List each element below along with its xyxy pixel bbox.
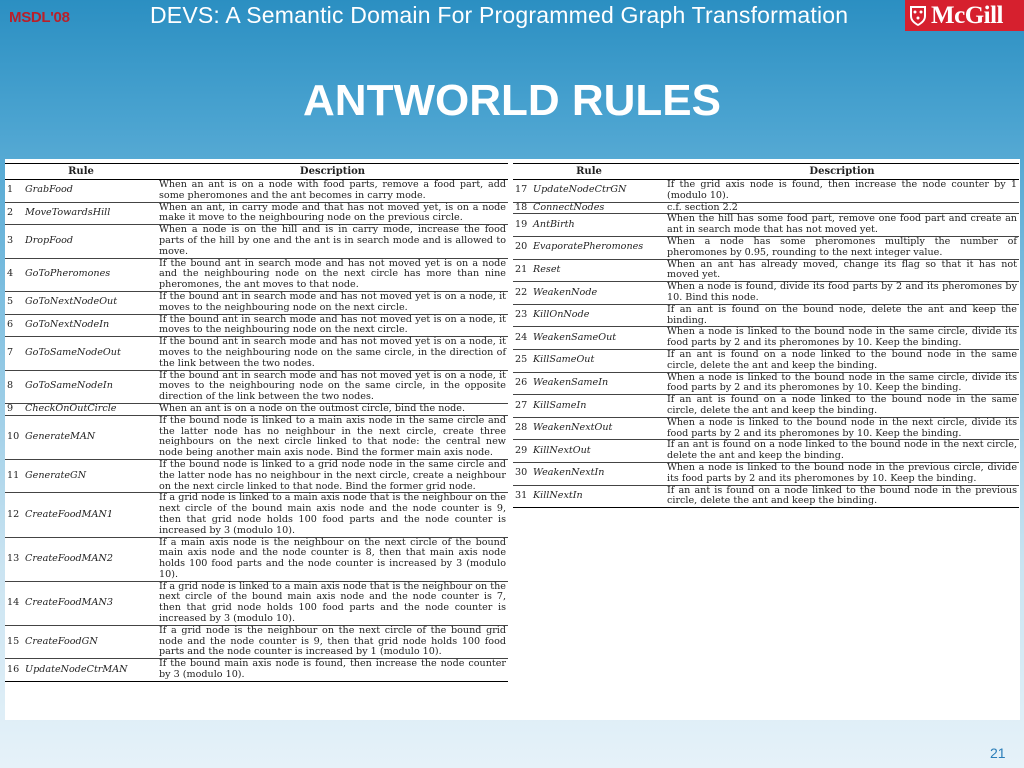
column-header-description: Description: [157, 164, 508, 180]
shield-icon: [908, 4, 928, 28]
column-header-rule: Rule: [5, 164, 157, 180]
rule-name: GenerateMAN: [23, 415, 157, 459]
table-row: [5, 291, 508, 314]
rule-number: 22: [513, 282, 531, 305]
rules-table-right: [513, 163, 1019, 508]
rule-number: 4: [5, 258, 23, 291]
table-row: [513, 349, 1019, 372]
table-row: [513, 462, 1019, 485]
rule-number: 20: [513, 236, 531, 259]
table-row: [513, 440, 1019, 463]
rule-number: 9: [5, 403, 23, 415]
rule-description: If the bound ant in search mode and has not moved yet is on a node, it moves to the neighbouring node on the next circle.: [159, 313, 506, 336]
rule-description: When a node is linked to the bound node in the same circle, divide its food parts by 2 and its pheromones by 10. Keep the binding.: [667, 371, 1017, 394]
rule-name: GoToSameNodeOut: [23, 337, 157, 370]
rule-number: 11: [5, 459, 23, 492]
rule-number: 3: [5, 225, 23, 258]
rule-description: If the bound main axis node is found, then increase the node counter by 3 (modulo 10).: [159, 658, 506, 681]
table-row: [5, 493, 508, 537]
rule-number: 14: [5, 581, 23, 625]
rule-name: CheckOnOutCircle: [23, 403, 157, 415]
rule-description: If the bound node is linked to a main axis node in the same circle and the latter node has no neighbour in the next circle, create three neighbours on the next circle linked to that node: the central new node being another main axis node. Bind the former main axis node.: [159, 414, 506, 459]
rule-name: UpdateNodeCtrMAN: [23, 659, 157, 682]
rule-name: MoveTowardsHill: [23, 202, 157, 225]
rule-number: 10: [5, 415, 23, 459]
table-row: [5, 258, 508, 291]
rule-description: When a node is linked to the bound node in the same circle, divide its food parts by 2 and its pheromones by 10. Keep the binding.: [667, 326, 1017, 349]
rule-name: Reset: [531, 259, 665, 282]
table-row: [5, 581, 508, 625]
slide-title: ANTWORLD RULES: [303, 76, 721, 125]
rule-description: If an ant is found on a node linked to the bound node in the same circle, delete the ant and keep the binding.: [667, 348, 1017, 371]
rule-name: EvaporatePheromones: [531, 236, 665, 259]
rule-name: GoToNextNodeIn: [23, 314, 157, 337]
rule-description: When a node is linked to the bound node in the next circle, divide its food parts by 2 and its pheromones by 10. Keep the binding.: [667, 416, 1017, 439]
rule-name: GenerateGN: [23, 459, 157, 492]
rule-description: If a grid node is the neighbour on the next circle of the bound grid node and the node counter is 9, then that grid node holds 100 food parts and the node counter is increased by 1 (modulo 10).: [159, 624, 506, 658]
rule-number: 7: [5, 337, 23, 370]
rule-description: When a node is found, divide its food parts by 2 and its pheromones by 10. Bind this node.: [667, 281, 1017, 303]
rule-description: When a node has some pheromones multiply the number of pheromones by 0.95, rounding to the next integer value.: [667, 235, 1017, 258]
rule-name: GoToSameNodeIn: [23, 370, 157, 403]
rule-description: If a grid node is linked to a main axis node that is the neighbour on the next circle of the bound main axis node and the node counter is 9, then that grid node holds 100 food parts and the node counter is increased by 3 (modulo 10).: [159, 492, 506, 536]
rule-description: c.f. section 2.2: [665, 202, 1019, 214]
rule-number: 13: [5, 537, 23, 581]
table-row: [5, 415, 508, 459]
rule-name: GoToPheromones: [23, 258, 157, 291]
rule-number: 27: [513, 395, 531, 418]
rule-number: 2: [5, 202, 23, 225]
rule-description: If a main axis node is the neighbour on the next circle of the bound main axis node and the node counter is 8, then that main axis node holds 100 food parts and the node counter is increased by 3 (modulo 10).: [159, 536, 506, 580]
rule-number: 1: [5, 180, 23, 203]
rule-name: CreateFoodMAN1: [23, 493, 157, 537]
rule-description: When a node is on the hill and is in carry mode, increase the food parts of the hill by one and the ant is in search mode and is allowed to move.: [159, 224, 506, 257]
table-row: [5, 370, 508, 403]
table-row: [513, 282, 1019, 305]
table-row: [513, 485, 1019, 508]
rule-name: CreateFoodMAN3: [23, 581, 157, 625]
table-row: [5, 225, 508, 258]
table-header-row: [513, 164, 1019, 180]
table-row: [513, 417, 1019, 440]
mcgill-logo: [905, 0, 1024, 31]
table-row: [513, 259, 1019, 282]
rule-number: 25: [513, 349, 531, 372]
rule-name: CreateFoodMAN2: [23, 537, 157, 581]
rule-number: 8: [5, 370, 23, 403]
rule-description: When the hill has some food part, remove one food part and create an ant in search mode that has not moved yet.: [667, 213, 1017, 236]
table-row: [513, 304, 1019, 327]
column-header-description: Description: [665, 164, 1019, 180]
table-row: [513, 202, 1019, 214]
rules-panel: [5, 159, 1020, 720]
rule-description: If the bound ant in search mode and has not moved yet is on a node, it moves to the neighbouring node on the same circle, in the direction of the link between the two nodes.: [159, 336, 506, 369]
table-row: [5, 403, 508, 415]
rule-description: If the bound node is linked to a grid node node in the same circle and the latter node has no neighbour in the next circle, create a neighbour on the next circle linked to that node. Bind the former grid node.: [159, 458, 506, 492]
rule-name: KillNextOut: [531, 440, 665, 463]
table-row: [5, 337, 508, 370]
rule-number: 18: [513, 202, 531, 214]
rule-number: 28: [513, 417, 531, 440]
rule-number: 21: [513, 259, 531, 282]
rule-number: 19: [513, 214, 531, 237]
rules-table-left: [5, 163, 508, 682]
table-row: [5, 659, 508, 682]
table-row: [513, 214, 1019, 237]
rule-name: DropFood: [23, 225, 157, 258]
rule-number: 5: [5, 291, 23, 314]
rule-number: 31: [513, 485, 531, 508]
rule-number: 30: [513, 462, 531, 485]
presentation-title: DEVS: A Semantic Domain For Programmed Graph Transformation: [150, 2, 849, 28]
rule-number: 12: [5, 493, 23, 537]
rule-name: WeakenSameOut: [531, 327, 665, 350]
rule-description: If the bound ant in search mode and has not moved yet is on a node, it moves to the neighbouring node on the same circle, in the opposite direction of the link between the two nodes.: [159, 369, 506, 403]
table-row: [513, 395, 1019, 418]
rule-number: 29: [513, 440, 531, 463]
rule-description: If an ant is found on the bound node, delete the ant and keep the binding.: [667, 303, 1017, 326]
rule-name: AntBirth: [531, 214, 665, 237]
table-header-row: [5, 164, 508, 180]
conference-label: MSDL'08: [9, 9, 70, 26]
header-bar: [0, 0, 1024, 34]
rule-number: 15: [5, 625, 23, 658]
table-row: [513, 327, 1019, 350]
rule-number: 17: [513, 180, 531, 203]
rule-description: If the bound ant in search mode and has not moved yet is on a node and the neighbouring node on the next circle has more than nine pheromones, the ant moves to that node.: [159, 257, 506, 291]
rule-name: ConnectNodes: [531, 202, 665, 214]
rule-name: KillNextIn: [531, 485, 665, 508]
rule-name: GrabFood: [23, 180, 157, 203]
rule-name: KillOnNode: [531, 304, 665, 327]
rule-name: UpdateNodeCtrGN: [531, 180, 665, 203]
rule-description: If an ant is found on a node linked to the bound node in the previous circle, delete the ant and keep the binding.: [667, 484, 1017, 507]
rule-name: KillSameIn: [531, 395, 665, 418]
table-row: [5, 314, 508, 337]
table-row: [5, 180, 508, 203]
rule-name: WeakenNextIn: [531, 462, 665, 485]
rule-description: If an ant is found on a node linked to the bound node in the next circle, delete the ant and keep the binding.: [667, 439, 1017, 462]
rules-right-body: [513, 180, 1019, 508]
rule-description: When an ant is on a node on the outmost circle, bind the node.: [157, 403, 508, 415]
rule-number: 26: [513, 372, 531, 395]
rule-number: 23: [513, 304, 531, 327]
rule-number: 16: [5, 659, 23, 682]
page-number: 21: [990, 745, 1006, 761]
rule-name: CreateFoodGN: [23, 625, 157, 658]
table-row: [5, 625, 508, 658]
column-header-rule: Rule: [513, 164, 665, 180]
rule-description: When an ant has already moved, change its flag so that it has not moved yet.: [667, 258, 1017, 281]
rule-description: When an ant, in carry mode and that has not moved yet, is on a node make it move to the neighbouring node on the previous circle.: [159, 201, 506, 224]
rule-description: If the bound ant in search mode and has not moved yet is on a node, it moves to the neighbouring node on the next circle.: [159, 290, 506, 313]
table-row: [513, 372, 1019, 395]
rule-description: When an ant is on a node with food parts, remove a food part, add some pheromones and the ant becomes in carry mode.: [159, 179, 506, 201]
rule-name: WeakenNextOut: [531, 417, 665, 440]
table-row: [5, 202, 508, 225]
rule-name: WeakenSameIn: [531, 372, 665, 395]
rules-left-body: [5, 180, 508, 682]
rule-name: KillSameOut: [531, 349, 665, 372]
rule-number: 6: [5, 314, 23, 337]
rule-description: If the grid axis node is found, then increase the node counter by 1 (modulo 10).: [667, 179, 1017, 201]
rule-description: If an ant is found on a node linked to the bound node in the same circle, delete the ant and keep the binding.: [667, 394, 1017, 416]
rule-description: If a grid node is linked to a main axis node that is the neighbour on the next circle of the bound main axis node and the node counter is 7, then that grid node holds 100 food parts and the node counter is increased by 3 (modulo 10).: [159, 580, 506, 625]
logo-text: McGill: [931, 1, 1003, 29]
rule-name: WeakenNode: [531, 282, 665, 305]
rule-number: 24: [513, 327, 531, 350]
rule-name: GoToNextNodeOut: [23, 291, 157, 314]
table-row: [5, 459, 508, 492]
table-row: [513, 236, 1019, 259]
table-row: [5, 537, 508, 581]
table-row: [513, 180, 1019, 203]
rule-description: When a node is linked to the bound node in the previous circle, divide its food parts by 2 and its pheromones by 10. Keep the binding.: [667, 461, 1017, 484]
